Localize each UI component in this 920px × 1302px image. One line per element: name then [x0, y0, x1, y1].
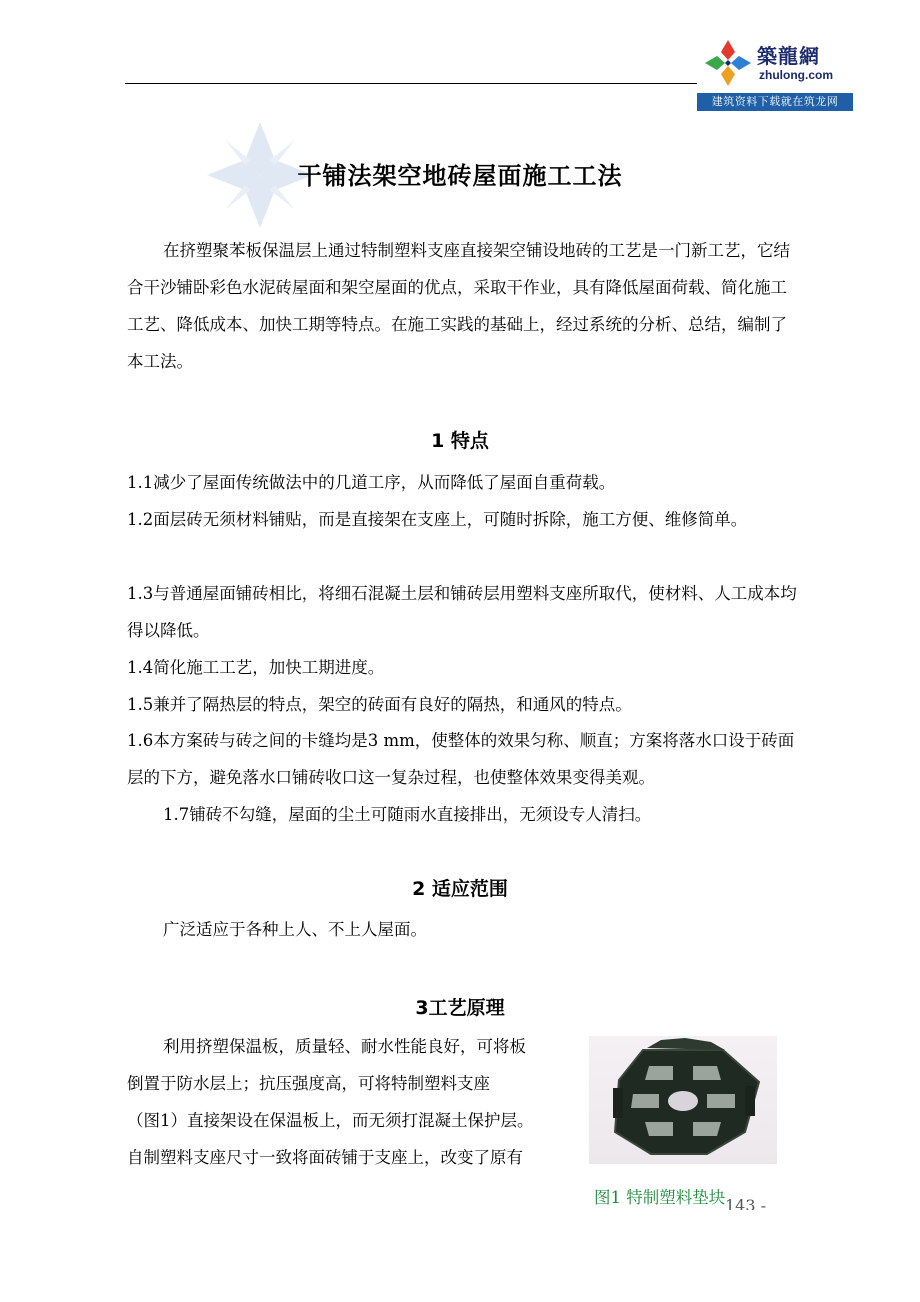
- logo-name: 築龍網: [757, 44, 820, 68]
- list-item: 1.5兼并了隔热层的特点，架空的砖面有良好的隔热，和通风的特点。: [127, 695, 632, 714]
- list-item: 1.4简化施工工艺，加快工期进度。: [127, 658, 385, 677]
- figure-photo: [589, 1036, 777, 1164]
- intro-paragraph: 在挤塑聚苯板保温层上通过特制塑料支座直接架空铺设地砖的工艺是一门新工艺，它结合干沙铺卧彩色水泥砖屋面和架空屋面的优点，采取干作业，具有降低屋面荷载、简化施工工艺、降低成本、加快工期等特点。在施工实践的基础上，经过系统的分析、总结，编制了本工法。: [127, 241, 790, 371]
- logo-tagline: 建筑资料下载就在筑龙网: [697, 93, 853, 111]
- section-2-heading: 2 适应范围: [412, 878, 508, 900]
- logo-domain: zhulong.com: [759, 68, 833, 82]
- figure-caption: 图1 特制塑料垫块: [594, 1188, 726, 1207]
- text-line: 倒置于防水层上；抗压强度高，可将特制塑料支座: [127, 1074, 490, 1093]
- section-3-body: [127, 1028, 587, 1176]
- text-line: 自制塑料支座尺寸一致将面砖铺于支座上，改变了原有: [127, 1148, 523, 1167]
- page-number: 143 -: [725, 1196, 767, 1210]
- site-logo[interactable]: [697, 34, 853, 112]
- list-item: 1.3与普通屋面铺砖相比，将细石混凝土层和铺砖层用塑料支座所取代，使材料、人工成本均得以降低。: [127, 584, 797, 640]
- text-line: （图1）直接架设在保温板上，而无须打混凝土保护层。: [127, 1111, 534, 1130]
- text-line: 利用挤塑保温板，质量轻、耐水性能良好，可将板: [163, 1037, 526, 1056]
- section-2-body: 广泛适应于各种上人、不上人屋面。: [163, 920, 427, 939]
- plastic-pad-image: [589, 1036, 777, 1164]
- list-item: 1.2面层砖无须材料铺贴，而是直接架在支座上，可随时拆除，施工方便、维修简单。: [127, 510, 748, 529]
- list-item: 1.1减少了屋面传统做法中的几道工序，从而降低了屋面自重荷载。: [127, 473, 616, 492]
- page-title: 干铺法架空地砖屋面施工工法: [297, 162, 623, 190]
- logo-mark-icon: [701, 36, 755, 90]
- section-3-heading: 3工艺原理: [415, 997, 505, 1019]
- section-1-heading: 1 特点: [431, 430, 489, 452]
- list-item: 1.7铺砖不勾缝，屋面的尘土可随雨水直接排出，无须设专人清扫。: [163, 805, 652, 824]
- header-rule: [125, 83, 697, 84]
- list-item: 1.6本方案砖与砖之间的卡缝均是3 mm，使整体的效果匀称、顺直；方案将落水口设于砖面层的下方，避免落水口铺砖收口这一复杂过程，也使整体效果变得美观。: [127, 731, 795, 787]
